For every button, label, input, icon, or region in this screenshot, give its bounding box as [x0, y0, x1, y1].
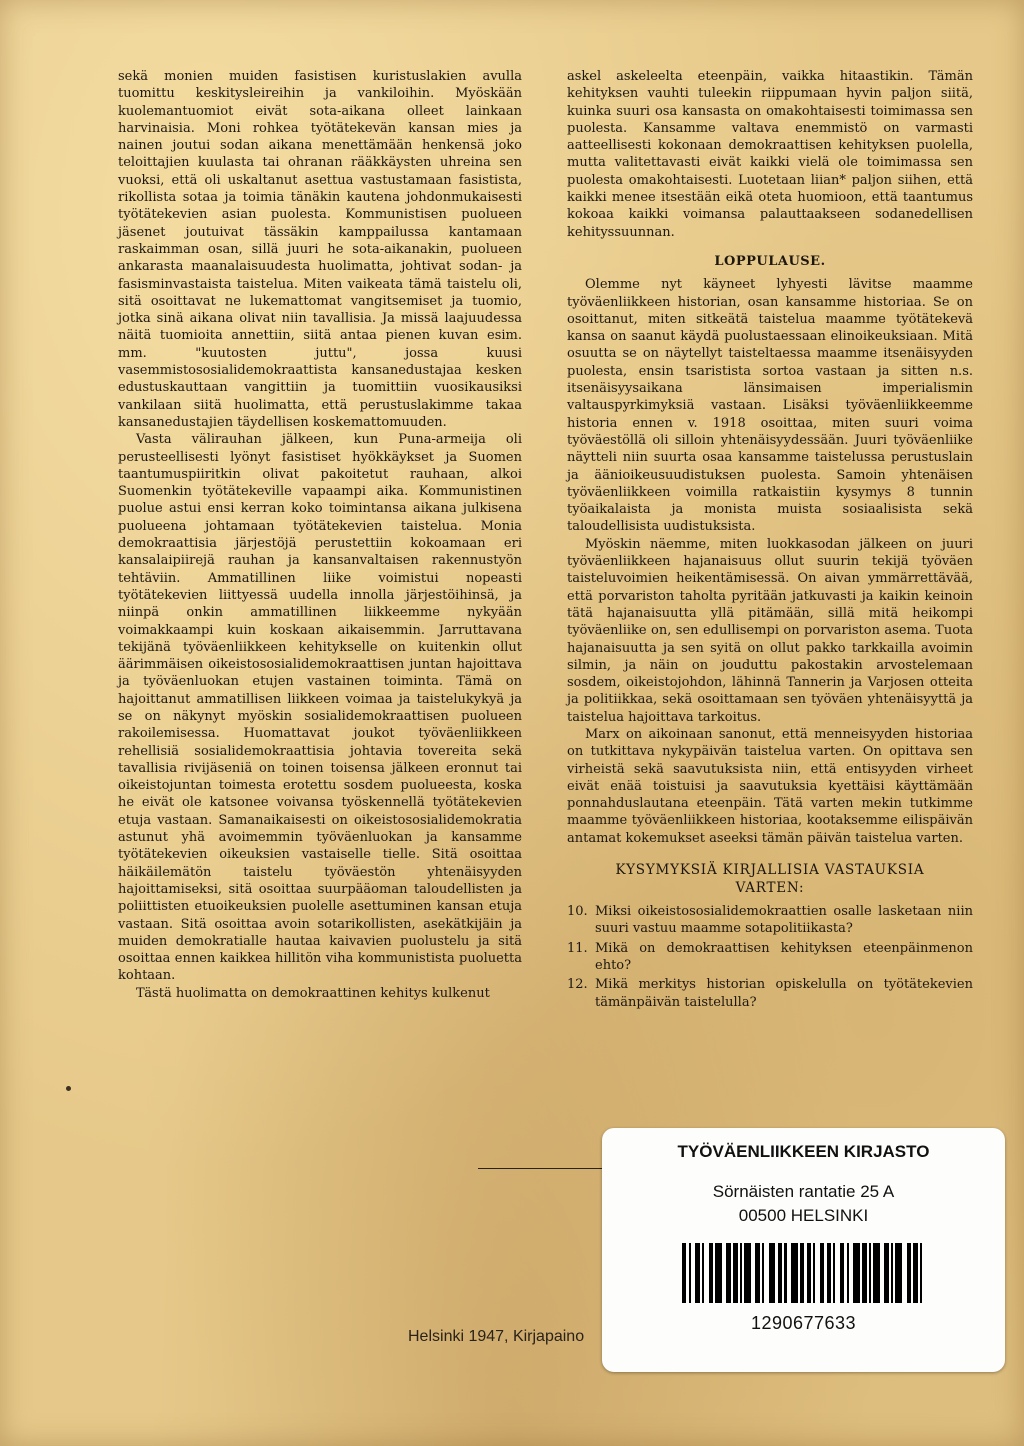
body-paragraph: Tästä huolimatta on demokraattinen kehitys kulkenut: [136, 985, 490, 1001]
barcode-bar: [791, 1243, 798, 1303]
library-address: [602, 1180, 1005, 1228]
question-text: Miksi oikeistososialidemokraattien osalle lasketaan niin suuri vastuu maamme sotapolitiikasta?: [595, 904, 973, 937]
library-name: TYÖVÄENLIIKKEEN KIRJASTO: [677, 1142, 930, 1161]
question-text: Mikä merkitys historian opiskelulla on työtätekevien tämänpäivän taistelulla?: [595, 977, 973, 1010]
barcode-number: 1290677633: [750, 1313, 857, 1333]
body-paragraph: Marx on aikoinaan sanonut, että menneisyyden historiaa on tutkittava nykypäivän taistelua varten. On opittava sen virheistä sekä saavutuksista niin, että entisyyden virheet eivät enää toistuisi ja saavutuksia kyettäisi käyttämään ponnahduslautana eteenpäin. Tätä varten mekin tutkimme maamme työväenliikkeen historiaa, kootaksemme eilispäivän antamat kokemukset aseeksi tämän päivän taistelua varten.: [567, 726, 973, 846]
body-paragraph: askel askeleelta eteenpäin, vaikka hitaastikin. Tämän kehityksen vauhti tuleekin riippumaan hyvin paljon siitä, kuinka suuri osa kansasta on omakohtaisesti toimimassa sen puolesta. Kansamme valtava enemmistö on varmasti aatteellisesti kokonaan demokraattisen kehityksen puolella, mutta valitettavasti eivät kaikki vielä ole toimimassa sen puolesta omakohtaisesti. Luotetaan liian* paljon siihen, että kaikki menee itsestään eikä oteta huomioon, että taantumus kokoaa kaikki voimansa palauttaakseen sodanedellisen kehityssuunnan.: [567, 69, 973, 240]
left-text-column: [118, 68, 522, 1002]
question-item: [567, 976, 973, 1011]
body-paragraph: sekä monien muiden fasistisen kuristuslakien avulla tuomittu keskitysleireihin ja vankiloihin. Myöskään kuolemantuomiot eivät sota-aikana olleet lainkaan harvinaisia. Moni rohkea työtätekevän kansan mies ja nainen joutui sodan aikana menettämään henkensä joko teloittajien kuulasta tai ohranan rääkkäysten uhreina sen vuoksi, että oli uskaltanut asettua vastustamaan fasistista, rikollista sotaa ja toimia tänäkin kautena johdonmukaisesti työtätekevien asian puolesta. Kommunistisen puolueen jäsenet joutuivat tässäkin kamppailussa kantamaan raskaimman osan, sillä juuri he sota-aikanakin, puolueen ankarasta maanalaisuudesta huolimatta, johtivat sodan- ja fasisminvastaista taistelua. Miten vaikeata tämä taistelu oli, sitä osoittavat ne lukemattomat vangitsemiset ja tuomio, jotka sinä aikana olivat niin tavallisia. Ja missä laajuudessa näitä tuomioita annettiin, siitä antaa pienen kuvan esim. mm. "kuutosten juttu", jossa kuusi vasemmistososialidemokraattista kansanedustajaa kesken edustuskauttaan vangittiin ja tuomittiin vuosikausiksi vankilaan siitä huolimatta, että perustuslakimme takaa kansanedustajien täydellisen koskemattomuuden.: [118, 69, 522, 430]
barcode-bar: [873, 1243, 880, 1303]
address-postcode: 00500 HELSINKI: [738, 1206, 869, 1225]
questions-heading-line: VARTEN:: [735, 880, 805, 897]
right-text-column: [567, 68, 973, 1013]
printer-imprint: Helsinki 1947, Kirjapaino: [408, 1328, 585, 1345]
barcode-bar: [744, 1243, 751, 1303]
questions-list: [567, 903, 973, 1011]
library-label: [602, 1128, 1005, 1372]
question-item: [567, 940, 973, 975]
ink-speck: [66, 1086, 71, 1091]
body-paragraph: Vasta välirauhan jälkeen, kun Puna-armeija oli perusteellisesti lyönyt fasistiset hyökkäykset ja Suomen taantumuspiiritkin olivat pakoitetut rauhaan, alkoi Suomenkin työtätekeville vapaampi aika. Kommunistinen puolue astui ensi kerran koko toimintansa aikana julkisena puolueena johtamaan työtätekevien taistelua. Monia demokraattisia järjestöjä perustettiin kokoamaan eri kansalaipiirejä rauhan ja kansanvaltaisen rakennustyön tehtäviin. Ammatillinen liike voimistui nopeasti työtätekevien liittyessä uudella innolla järjestöihinsä, ja niinpä onkin ammatillinen liikkeemme nykyään voimakkaampi kuin koskaan aikaisemmin. Jarruttavana tekijänä työväenliikkeen kehitykselle on kuitenkin ollut äärimmäisen oikeistososialidemokraattisen juntan hajoittava ja työväenluokan etujen vastainen toiminta. Tämä on hajoittanut ammatillisen liikkeen voimaa ja taistelukykyä ja se on näkynyt myöskin sosialidemokraattisen puolueen rakoilemisessa. Huomattavat joukot työväenliikkeen rehellisiä sosialidemokraattisia johtavia tovereita sekä tavallisia rivijäseniä on toinen toisensa jälkeen eronnut tai oikeistojuntan toimesta erotettu sosdem puolueesta, koska he eivät ole katsonee voivansa työskennellä työtätekevien etuja vastaan. Samanaikaisesti on oikeistososialidemokratia astunut yhä avoimemmin työväenluokan ja kansamme työtätekevien oikeuksien vastaiselle tielle. Sitä osoittaa häikäilemätön taistelu työväestön yhtenäisyyden hajoittamiseksi, sitä osoittaa suurpääoman taloudellisten ja poliittisten etuoikeuksien puolelle asettuminen kansan etuja vastaan. Sitä osoittaa avoin sotarikollisten, asekätkijäin ja muiden demokratialle hautaa kaivavien puolustelu ja sitä osoittaa ennen kaikkea hillitön viha kommunistista puoluetta kohtaan.: [118, 432, 522, 984]
question-text: Mikä on demokraattisen kehityksen eteenpäinmenon ehto?: [595, 940, 973, 973]
question-number: 10.: [567, 904, 588, 920]
barcode-bar: [895, 1243, 902, 1303]
barcode-bar: [769, 1243, 776, 1303]
question-number: 11.: [567, 940, 588, 956]
barcode-bar: [922, 1243, 926, 1303]
address-street: Sörnäisten rantatie 25 A: [712, 1182, 895, 1201]
body-paragraph: Myöskin näemme, miten luokkasodan jälkeen on juuri työväenliikkeen hajanaisuus ollut suurin tekijä työväen taisteluvoimien heikentämisessä. On aivan ymmärrettävää, että porvariston taholta pyritään jatkuvasti ja kaikin keinoin tätä hajanaisuutta yllä pitämään, sillä mitä heikompi työväenliike on, sen edullisempi on porvariston asema. Tuota hajanaisuutta ja sen syitä on ollut pakko tarkkailla avoimin silmin, ja näin on jouduttu pakostakin arvostelemaan sosdem, oikeistojohdon, lähinnä Tannerin ja Varjosen otteita ja politiikkaa, sekä osoittamaan sen työväen yhtenäisyyttä ja taistelua hajoittava tarkoitus.: [567, 536, 973, 725]
footer-rule: [478, 1168, 608, 1169]
closing-section-heading: LOPPULAUSE.: [714, 253, 826, 269]
question-item: [567, 903, 973, 938]
barcode: [682, 1243, 927, 1303]
barcode-bar: [853, 1243, 860, 1303]
barcode-bar: [715, 1243, 722, 1303]
body-paragraph: Olemme nyt käyneet lyhyesti lävitse maamme työväenliikkeen historian, osan kansamme historiaa. Se on osoittanut, miten sitkeätä taistelua maamme työtätekevä kansa on saanut käydä puolustaessaan elinoikeuksiaan. Mitä osuutta se on näytellyt taisteltaessa maamme itsenäisyyden puolesta, ensin tsaristista sortoa vastaan ja sitten n.s. itsenäisyysaikana länsimaisen imperialismin valtauspyrkimyksiä vastaan. Lisäksi työväenliikkeemme historia ennen v. 1918 osoittaa, miten suuri voima työväestöllä oli silloin yhtenäisyydessään. Juuri työväenliike näytteli niin suurta osaa kansamme taistelussa perustuslain ja äänioikeusuudistuksen puolesta. Samoin yhtenäisen työväenliikkeen voimilla ratkaistiin kysymys 8 tunnin työaikalaista ja monista muista sosiaalisista sekä taloudellisista uudistuksista.: [567, 277, 973, 535]
questions-heading-line: KYSYMYKSIÄ KIRJALLISIA VASTAUKSIA: [615, 862, 925, 879]
questions-heading: [567, 861, 973, 897]
question-number: 12.: [567, 977, 588, 993]
